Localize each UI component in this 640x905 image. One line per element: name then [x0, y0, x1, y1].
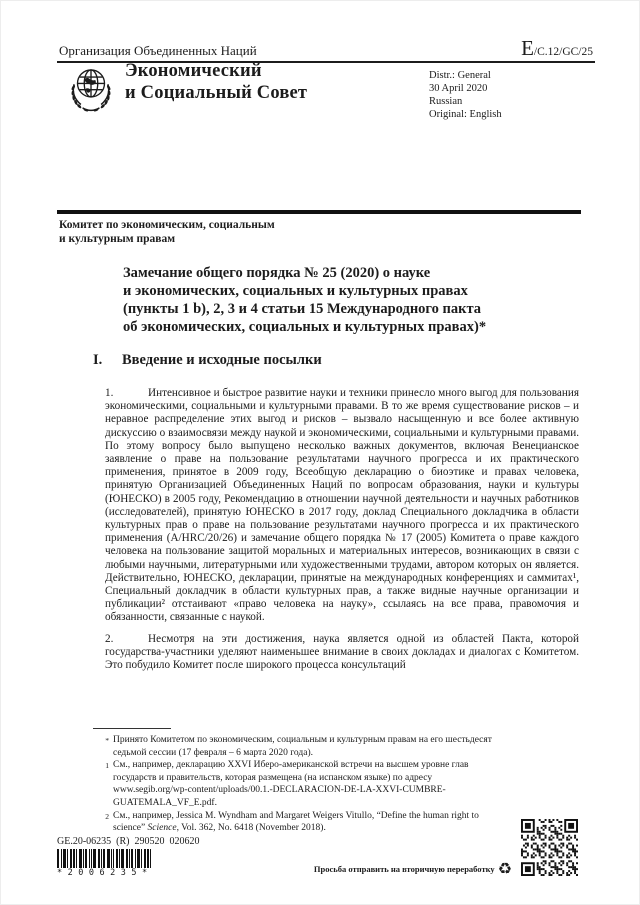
footnote-2-post: , Vol. 362, No. 6418 (November 2018). [176, 823, 326, 834]
paragraph-1 [105, 387, 579, 625]
distribution-block: Distr.: General 30 April 2020 Russian Original: English [429, 70, 502, 120]
ge-code: GE.20-06235 (R) 290520 020620 [57, 836, 200, 847]
paragraph-2-text: Несмотря на эти достижения, наука является одной из областей Пакта, которой государства-участники уделяют наименьшее внимание в своих докладах и диалогах с Комитетом. Это побудило Комитет после широкого процесса консультаций [105, 632, 579, 672]
footnote-asterisk-text: Принято Комитетом по экономическим, социальным и культурным правам на его шестьдесят седьмой сессии (17 февраля – 6 марта 2020 года). [113, 735, 492, 758]
barcode-digits: *2006235* [57, 868, 153, 878]
barcode [57, 849, 155, 868]
qr-code [521, 819, 578, 876]
footnote-asterisk-marker: * [105, 736, 109, 745]
footnote-separator [93, 728, 171, 729]
footnote-2-marker: 2 [105, 811, 109, 821]
paragraph-2 [105, 633, 579, 673]
paragraph-1-text: Интенсивное и быстрое развитие науки и техники принесло много выгод для пользования экономическими, социальными и культурными правами. В то же время существование рисков – и неравное распределение этих выгод и рисков – вызвало насыщенную и все более активную дискуссию о взаимосвязи между наукой и экономическими, социальными и культурными правами. По этому вопросу было выпущено несколько важных документов, включая Венецианское заявление о праве на пользование результатами научного прогресса и их практического применения, принятое в 2009 году, Всеобщую декларацию о биоэтике и правах человека, принятую Организацией Объединенных Наций по вопросам образования, науки и культуры (ЮНЕСКО) в 2005 году, Рекомендацию в отношении научной деятельности и научных работников (исследователей), принятую ЮНЕСКО в 2017 году, доклад Специального докладчика в области культурных прав о праве на пользование результатами научного прогресса и их практического применения (A/HRC/20/26) и замечание общего порядка № 17 (2005) Комитета о праве каждого человека на пользование защитой моральных и материальных интересов, возникающих в связи с любыми научными, литературными или художественными трудами, автором которых он является. Действительно, ЮНЕСКО, декларации, принятые на международных конференциях и саммитах¹, Специальный докладчик в области культурных прав, а также видные научные организации и публикации² отстаивают «право человека на науку», ссылаясь на все права, правомочия и обязанности, связанные с наукой. [105, 387, 579, 624]
council-title: Экономический и Социальный Совет [125, 61, 308, 103]
un-org-name: Организация Объединенных Наций [59, 43, 257, 58]
document-symbol [521, 36, 593, 61]
recycle-note-group [314, 861, 512, 877]
recycle-icon: ♻ [497, 859, 512, 878]
paragraph-2-number: 2. [105, 632, 114, 645]
section-number: I. [93, 352, 103, 368]
footnote-2-pre: См., например, Jessica M. Wyndham and Margaret Weigers Vitullo, “Define the human right to science” [113, 810, 479, 834]
footnote-2 [95, 810, 581, 835]
section-heading-text: Введение и исходные посылки [122, 352, 322, 368]
section-heading [93, 352, 322, 369]
committee-name: Комитет по экономическим, социальным и культурным правам [59, 219, 275, 245]
footnote-1-text: См., например, декларацию XXVI Иберо-американской встречи на высшем уровне глав государств и правительств, которая размещена (на испанском языке) по адресу www.segib.org/wp-content/uploads/00.1.-DECLARACION-DE-LA-XXVI-CUMBRE- GUATEMALA_VF_E.pdf. [113, 760, 469, 808]
footnote-asterisk [95, 734, 581, 759]
paragraph-1-number: 1. [105, 387, 114, 399]
document-title: Замечание общего порядка № 25 (2020) о науке и экономических, социальных и культурных правах (пункты 1 b), 2, 3 и 4 статьи 15 Международного пакта об экономических, социальных и культурных правах)* [123, 265, 487, 335]
footnote-2-text [113, 810, 581, 835]
footnotes [95, 734, 581, 835]
recycle-note-text: Просьба отправить на вторичную переработку [313, 864, 495, 874]
footnote-1 [95, 759, 581, 809]
footnote-2-journal: Science [147, 823, 177, 834]
footnote-1-marker: 1 [105, 761, 109, 771]
un-emblem-icon [64, 62, 118, 120]
body-text [105, 387, 579, 680]
document-symbol-number: /C.12/GC/25 [533, 46, 593, 58]
title-divider [57, 210, 581, 214]
document-symbol-series: E [521, 36, 534, 60]
